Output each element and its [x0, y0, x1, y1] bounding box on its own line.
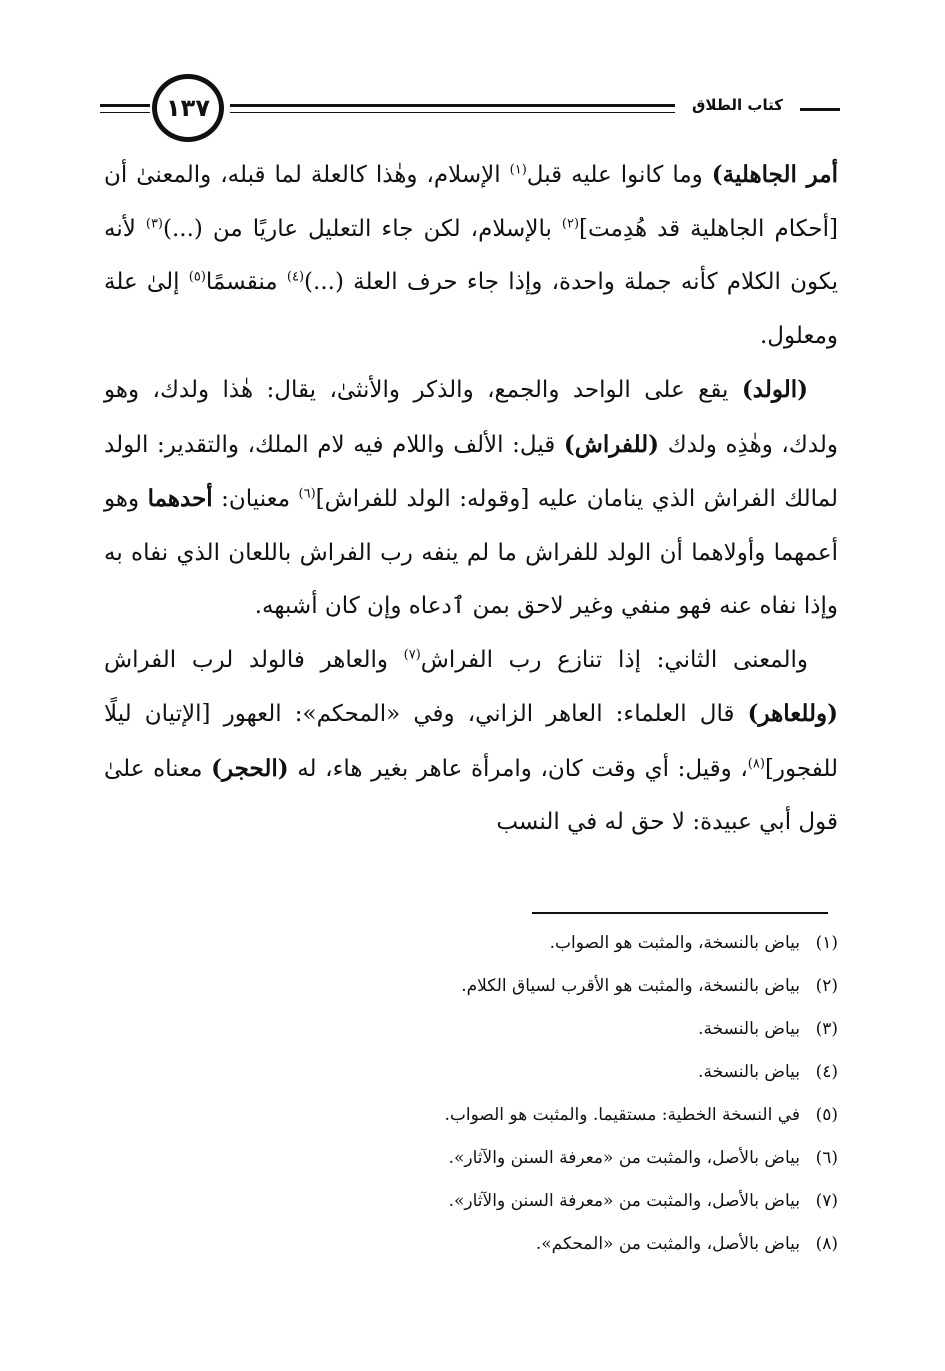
footnote-text: بياض بالنسخة، والمثبت هو الأقرب لسياق الكلام. [461, 976, 800, 996]
text-run: ، وقيل: أي وقت كان، وامرأة عاهر بغير هاء، له [288, 755, 748, 782]
text-run: الإسلام، وهٰذا كالعلة لما قبله، والمعنىٰ أن [أحكام الجاهلية قد هُدِمت] [104, 162, 838, 242]
text-run: قال العلماء: العاهر الزاني، وفي «المحكم»: العهور [الإتيان ليلًا للفجور] [104, 701, 839, 782]
bold-term: (الولد) [741, 376, 808, 403]
header-rule-middle [230, 104, 750, 107]
paragraph [104, 634, 838, 850]
header-rule-right [800, 108, 840, 111]
footnote-text: بياض بالنسخة. [698, 1019, 800, 1039]
footnote-marker: (٨) [747, 755, 765, 771]
page-number-badge [152, 74, 224, 142]
footnote-text: في النسخة الخطية: مستقيما. والمثبت هو الصواب. [444, 1105, 800, 1125]
footnote-number: (٨) [815, 1234, 838, 1254]
page-header [100, 72, 840, 142]
text-run: والعاهر فالولد لرب الفراش [104, 646, 404, 673]
footnote-number: (١) [815, 933, 838, 953]
footnote-text: بياض بالأصل، والمثبت من «المحكم». [535, 1234, 800, 1254]
footnote-number: (٢) [815, 976, 838, 996]
text-run: معناه علىٰ قول أبي عبيدة: لا حق له في النسب [104, 755, 838, 835]
text-run: يقع على الواحد والجمع، والذكر والأنثىٰ، يقال: هٰذا ولدك، وهو ولدك، وهٰذِه ولدك [104, 377, 838, 458]
text-run: وما كانوا عليه قبل [526, 162, 712, 188]
main-text [104, 148, 838, 850]
footnote-number: (٧) [815, 1191, 838, 1211]
footnote-item [104, 1051, 838, 1094]
bold-term: أمر الجاهلية) [711, 161, 838, 188]
footnote-marker: (٢) [561, 215, 580, 231]
footnotes-list [104, 922, 838, 1266]
bold-term: (للفراش) [563, 430, 660, 458]
header-rule-left [100, 104, 150, 107]
footnote-text: بياض بالأصل، والمثبت من «معرفة السنن والآثار». [448, 1148, 800, 1168]
footnote-marker: (٣) [145, 215, 163, 231]
running-title: كتاب الطلاق [675, 96, 800, 114]
footnote-number: (٦) [815, 1148, 838, 1168]
footnote-number: (٣) [815, 1019, 838, 1039]
header-rule-middle-thin [230, 112, 750, 113]
text-run: معنيان: [212, 486, 299, 512]
bold-term: أحدهما [147, 485, 213, 512]
paragraph [104, 363, 838, 634]
footnote-item [104, 1008, 838, 1051]
header-rule-left-thin [100, 112, 150, 113]
bold-term: (وللعاهر) [747, 700, 838, 727]
footnote-marker: (٥) [188, 269, 206, 285]
page-number: ١٣٧ [166, 94, 210, 122]
text-run: لأنه يكون الكلام كأنه جملة واحدة، وإذا جاء حرف العلة (...) [104, 215, 838, 295]
paragraph [104, 148, 838, 363]
footnote-text: بياض بالأصل، والمثبت من «معرفة السنن والآثار». [448, 1191, 800, 1211]
footnote-item [104, 1137, 838, 1180]
footnote-item [104, 1223, 838, 1266]
footnote-item [104, 1180, 838, 1223]
text-run: وهو أعمهما وأولاهما أن الولد للفراش ما لم ينفه رب الفراش باللعان الذي نفاه به وإذا نفاه عنه فهو منفي وغير لاحق بمن ٱدعاه وإن كان أشبهه. [104, 486, 838, 619]
text-run: بالإسلام، لكن جاء التعليل عاريًا من (...) [163, 215, 562, 242]
text-run: منقسمًا [205, 269, 287, 295]
text-run: والمعنى الثاني: إذا تنازع رب الفراش [420, 646, 809, 673]
footnote-marker: (١) [509, 162, 527, 178]
footnote-divider [532, 912, 828, 914]
footnote-marker: (٧) [403, 646, 421, 662]
footnote-item [104, 965, 838, 1008]
footnote-text: بياض بالنسخة. [698, 1062, 800, 1082]
footnote-item [104, 922, 838, 965]
footnote-text: بياض بالنسخة، والمثبت هو الصواب. [549, 933, 800, 953]
text-run: قيل: الألف واللام فيه لام الملك، والتقدير: الولد لمالك الفراش الذي ينامان عليه [وقوله: الولد للفراش] [104, 431, 838, 512]
footnote-item [104, 1094, 838, 1137]
footnote-marker: (٤) [286, 269, 305, 285]
bold-term: (الحجر) [211, 754, 289, 782]
footnote-number: (٥) [815, 1105, 838, 1125]
footnote-number: (٤) [815, 1062, 838, 1082]
text-run: إلىٰ علة ومعلول. [104, 269, 838, 349]
footnote-marker: (٦) [298, 486, 316, 502]
